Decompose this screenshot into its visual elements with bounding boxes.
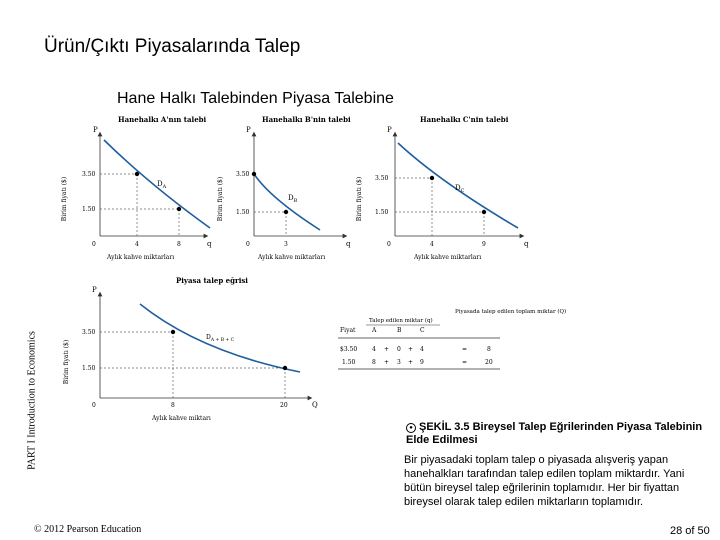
slide-subtitle: Hane Halkı Talebinden Piyasa Talebine xyxy=(117,90,394,107)
market-p-label: P xyxy=(92,286,97,294)
chart-b-xtick-1: 3 xyxy=(284,241,288,248)
chart-c-point-1 xyxy=(430,176,434,180)
market-xtick-2: 20 xyxy=(280,402,288,409)
table-cell-a: 8 xyxy=(372,359,376,366)
chart-c-point-2 xyxy=(482,210,486,214)
table-cell-op: + xyxy=(384,359,390,366)
chart-a-xlabel: Aylık kahve miktarları xyxy=(107,254,175,261)
chart-c-ytick-low: 1.50 xyxy=(375,209,389,216)
chart-c-origin: 0 xyxy=(387,241,391,248)
chart-a-curve-label: $D_A$ xyxy=(157,180,167,190)
demand-table xyxy=(338,308,566,369)
chart-b-point-2 xyxy=(284,210,288,214)
chart-b-ytick-high: 3.50 xyxy=(236,171,250,178)
chart-a-title: Hanehalkı A'nın talebi xyxy=(118,115,207,124)
market-origin: 0 xyxy=(92,402,96,409)
chart-b-ytick-low: 1.50 xyxy=(236,209,250,216)
side-running-head: PART I Introduction to Economics xyxy=(26,331,38,470)
chart-a-p-label: P xyxy=(93,126,98,134)
table-cell-c: 9 xyxy=(420,359,424,366)
chart-c-q-label: q xyxy=(524,240,529,248)
chart-c-xtick-2: 9 xyxy=(482,241,486,248)
chart-a-point-1 xyxy=(135,172,139,176)
chart-household-b xyxy=(217,115,351,261)
chart-a-q-label: q xyxy=(207,240,212,248)
chart-household-a xyxy=(61,115,212,261)
chart-c-title: Hanehalkı C'nin talebi xyxy=(420,115,509,124)
chart-c-curve-label: $D_C$ xyxy=(455,184,465,194)
figure-title: Bireysel Talep Eğrilerinden Piyasa Talebinin Elde Edilmesi xyxy=(406,421,703,446)
table-cell-price: $3.50 xyxy=(340,346,358,353)
table-cell-eq: = xyxy=(462,346,468,353)
chart-a-xtick-1: 4 xyxy=(135,241,139,248)
table-cell-c: 4 xyxy=(420,346,424,353)
market-ytick-low: 1.50 xyxy=(82,365,96,372)
chart-a-ylabel: Birim fiyatı ($) xyxy=(61,176,68,222)
chart-c-xlabel: Aylık kahve miktarları xyxy=(414,254,482,261)
chart-a-point-2 xyxy=(177,207,181,211)
table-col-price: Fiyat xyxy=(340,327,356,334)
table-cell-total: 8 xyxy=(487,346,491,353)
chart-b-ylabel: Birim fiyatı ($) xyxy=(217,176,224,222)
table-cell-total: 20 xyxy=(485,359,493,366)
table-cell-eq: = xyxy=(462,359,468,366)
table-cell-price: 1.50 xyxy=(342,359,356,366)
chart-b-title: Hanehalkı B'nin talebi xyxy=(262,115,351,124)
chart-a-xtick-2: 8 xyxy=(177,241,181,248)
table-row xyxy=(340,346,491,353)
slide-title: Ürün/Çıktı Piyasalarında Talep xyxy=(44,36,301,57)
chart-b-xlabel: Aylık kahve miktarları xyxy=(258,254,326,261)
table-cell-a: 4 xyxy=(372,346,376,353)
table-header-mid: Talep edilen miktar (q) xyxy=(369,318,433,324)
figure-marker-icon: ● xyxy=(406,423,416,433)
chart-b-origin: 0 xyxy=(246,241,250,248)
chart-b-curve-label: $D_B$ xyxy=(288,194,298,204)
table-cell-b: 0 xyxy=(397,346,401,353)
table-col-a: A xyxy=(372,327,377,334)
market-point-2 xyxy=(283,366,287,370)
chart-a-ytick-low: 1.50 xyxy=(82,206,96,213)
body-paragraph: Bir piyasadaki toplam talep o piyasada alışveriş yapan hanehalkları tarafından talep edilen toplam miktardır. Yani bütün bireysel talep eğrilerinin toplamıdır. Her bir fiyattan bireysel olarak talep edilen miktarların toplamıdır. xyxy=(404,454,685,508)
market-ylabel: Birim fiyatı ($) xyxy=(63,339,70,385)
chart-c-ytick-high: 3.50 xyxy=(375,175,389,182)
market-point-1 xyxy=(171,330,175,334)
table-row xyxy=(342,359,493,366)
market-chart-title: Piyasa talep eğrisi xyxy=(176,276,248,285)
chart-market-demand xyxy=(63,276,318,422)
market-xtick-1: 8 xyxy=(171,402,175,409)
table-cell-op: + xyxy=(408,359,414,366)
chart-a-origin: 0 xyxy=(92,241,96,248)
market-curve-label: $D_{A + B + C}$ xyxy=(206,334,235,343)
chart-c-ylabel: Birim fiyatı ($) xyxy=(356,176,363,222)
chart-b-demand-curve xyxy=(254,174,320,230)
figure-label: ŞEKİL 3.5 xyxy=(419,421,470,433)
market-ytick-high: 3.50 xyxy=(82,329,96,336)
figure-caption xyxy=(406,421,706,447)
chart-b-point-1 xyxy=(252,172,256,176)
page-number: 28 of 50 xyxy=(670,525,710,537)
market-q-label: Q xyxy=(312,401,318,409)
table-header-top: Piyasada talep edilen toplam miktar (Q) xyxy=(455,309,567,315)
chart-c-p-label: P xyxy=(387,126,392,134)
chart-c-xtick-1: 4 xyxy=(430,241,434,248)
table-cell-op: + xyxy=(384,346,390,353)
table-cell-b: 3 xyxy=(397,359,401,366)
table-cell-op: + xyxy=(408,346,414,353)
copyright-notice: © 2012 Pearson Education xyxy=(34,524,142,535)
chart-household-c xyxy=(356,115,529,261)
market-xlabel: Aylık kahve miktarı xyxy=(152,415,211,422)
chart-b-p-label: P xyxy=(246,126,251,134)
table-col-b: B xyxy=(397,327,402,334)
chart-a-ytick-high: 3.50 xyxy=(82,171,96,178)
chart-b-q-label: q xyxy=(346,240,351,248)
table-col-c: C xyxy=(420,327,425,334)
